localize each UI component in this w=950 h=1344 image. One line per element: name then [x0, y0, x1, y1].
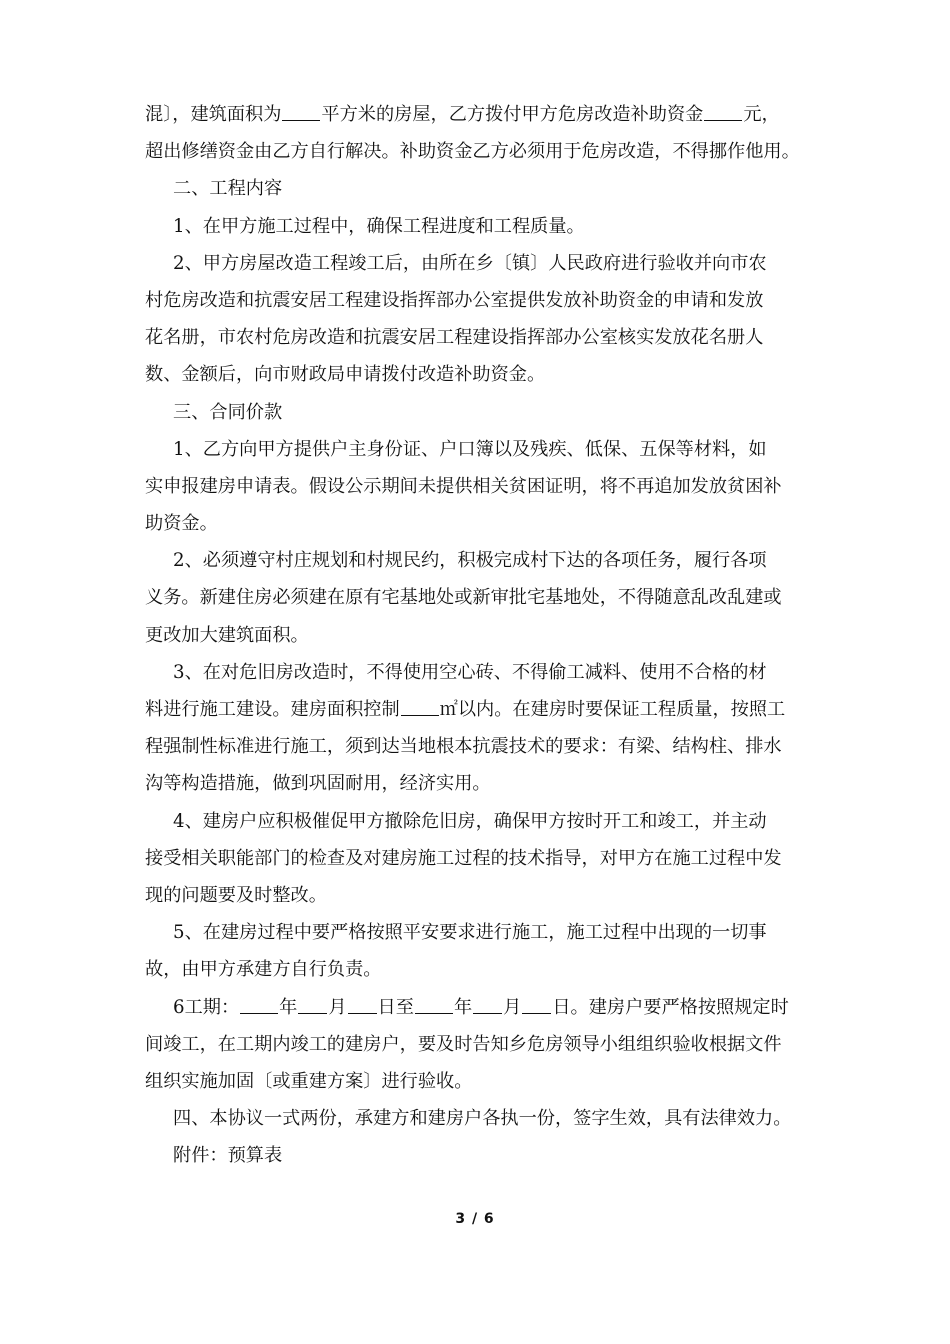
- text-line: 数、金额后，向市财政局申请拨付改造补助资金。: [145, 364, 546, 386]
- text-line: 故，由甲方承建方自行负责。: [145, 959, 382, 981]
- text-line: 花名册，市农村危房改造和抗震安居工程建设指挥部办公室核实发放花名册人: [145, 327, 764, 349]
- text-line: 6工期： 年 月 日至 年 月 日。建房户要严格按照规定时: [145, 989, 817, 1026]
- text-line: 5、在建房过程中要严格按照平安要求进行施工，施工过程中出现的一切事: [173, 922, 767, 944]
- text-line: 超出修缮资金由乙方自行解决。补助资金乙方必须用于危房改造，不得挪作他用。: [145, 141, 800, 163]
- text-line: 组织实施加固〔或重建方案〕进行验收。: [145, 1070, 473, 1092]
- text-line: 义务。新建住房必须建在原有宅基地处或新审批宅基地处，不得随意乱改乱建或: [145, 587, 782, 609]
- text-line: 接受相关职能部门的检查及对建房施工过程的技术指导，对甲方在施工过程中发: [145, 847, 782, 869]
- text-line: 三、合同价款: [173, 401, 283, 423]
- text-line: 2、必须遵守村庄规划和村规民约，积极完成村下达的各项任务，履行各项: [173, 550, 767, 572]
- text-line: 3、在对危旧房改造时，不得使用空心砖、不得偷工减料、使用不合格的材: [173, 661, 767, 683]
- text-line: 混〕，建筑面积为 平方米的房屋，乙方拨付甲方危房改造补助资金 元，: [145, 96, 817, 133]
- blank-field: [348, 993, 377, 1014]
- text-line: 四、本协议一式两份，承建方和建房户各执一份，签字生效，具有法律效力。: [173, 1108, 792, 1130]
- text-line: 现的问题要及时整改。: [145, 884, 327, 906]
- text-line: 沟等构造措施，做到巩固耐用，经济实用。: [145, 773, 491, 795]
- text-line: 料进行施工建设。建房面积控制 ㎡以内。在建房时要保证工程质量，按照工: [145, 691, 817, 728]
- blank-field: [415, 993, 453, 1014]
- text-line: 助资金。: [145, 513, 218, 535]
- text-line: 附件：预算表: [173, 1145, 283, 1167]
- blank-field: [282, 100, 320, 121]
- text-line: 实申报建房申请表。假设公示期间未提供相关贫困证明，将不再追加发放贫困补: [145, 475, 782, 497]
- text-line: 二、工程内容: [173, 178, 283, 200]
- text-line: 程强制性标准进行施工，须到达当地根本抗震技术的要求：有梁、结构柱、排水: [145, 736, 782, 758]
- text-line: 1、在甲方施工过程中，确保工程进度和工程质量。: [173, 215, 585, 237]
- text-line: 1、乙方向甲方提供户主身份证、户口簿以及残疾、低保、五保等材料，如: [173, 438, 767, 460]
- blank-field: [401, 695, 439, 716]
- text-line: 4、建房户应积极催促甲方撤除危旧房，确保甲方按时开工和竣工，并主动: [173, 810, 767, 832]
- blank-field: [298, 993, 327, 1014]
- document-body: [145, 96, 817, 1174]
- text-line: 2、甲方房屋改造工程竣工后，由所在乡〔镇〕人民政府进行验收并向市农: [173, 252, 767, 274]
- blank-field: [240, 993, 278, 1014]
- blank-field: [704, 100, 742, 121]
- text-line: 村危房改造和抗震安居工程建设指挥部办公室提供发放补助资金的申请和发放: [145, 289, 764, 311]
- text-line: 更改加大建筑面积。: [145, 624, 309, 646]
- blank-field: [522, 993, 551, 1014]
- text-line: 间竣工，在工期内竣工的建房户，要及时告知乡危房领导小组组织验收根据文件: [145, 1033, 782, 1055]
- page-number: 3 / 6: [455, 1211, 495, 1227]
- blank-field: [473, 993, 502, 1014]
